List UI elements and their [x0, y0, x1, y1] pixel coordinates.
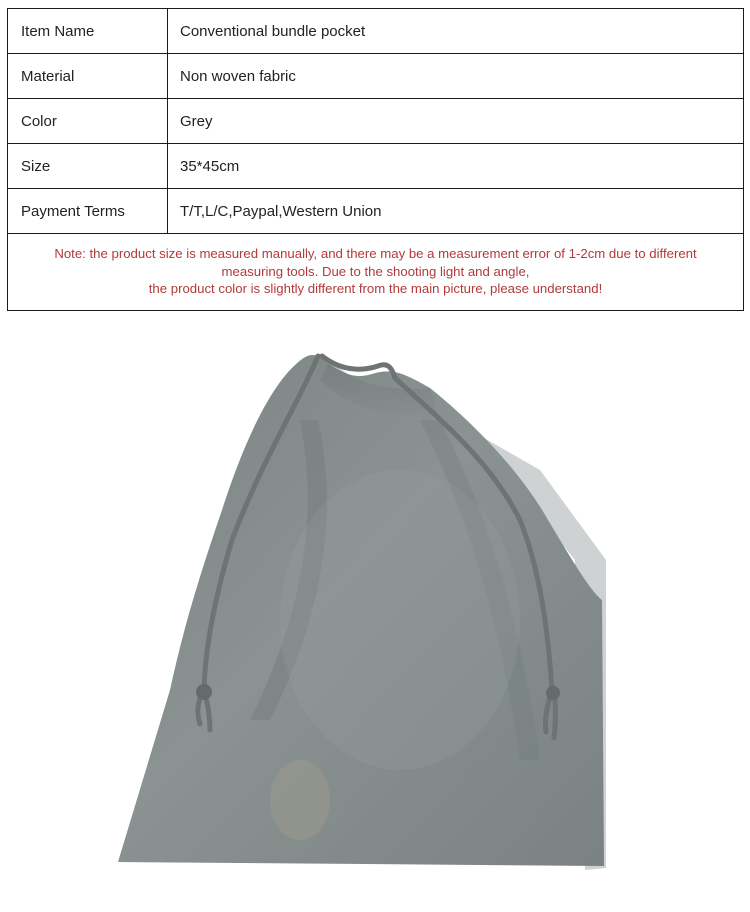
spec-row-size	[8, 144, 744, 189]
spec-label: Material	[8, 54, 168, 99]
spec-value: T/T,L/C,Paypal,Western Union	[168, 189, 744, 234]
spec-label: Payment Terms	[8, 189, 168, 234]
left-knot	[196, 684, 212, 700]
spec-label: Color	[8, 99, 168, 144]
bag-body	[118, 355, 606, 870]
note-line: the product color is slightly different from the main picture, please understand!	[148, 281, 603, 296]
spec-row-color	[8, 99, 744, 144]
disclaimer-note	[8, 234, 744, 311]
product-photo	[0, 320, 750, 912]
spec-label: Item Name	[8, 9, 168, 54]
spec-row-item-name	[8, 9, 744, 54]
right-knot	[546, 686, 560, 700]
spec-row-material	[8, 54, 744, 99]
spec-value: 35*45cm	[168, 144, 744, 189]
note-row	[8, 234, 744, 311]
spec-row-payment-terms	[8, 189, 744, 234]
spec-label: Size	[8, 144, 168, 189]
note-line: Note: the product size is measured manually, and there may be a measurement error of 1-2cm due to different	[54, 246, 697, 261]
spec-value: Non woven fabric	[168, 54, 744, 99]
spec-value: Grey	[168, 99, 744, 144]
note-line: measuring tools. Due to the shooting light and angle,	[221, 263, 530, 279]
spec-table	[7, 8, 744, 311]
spec-value: Conventional bundle pocket	[168, 9, 744, 54]
